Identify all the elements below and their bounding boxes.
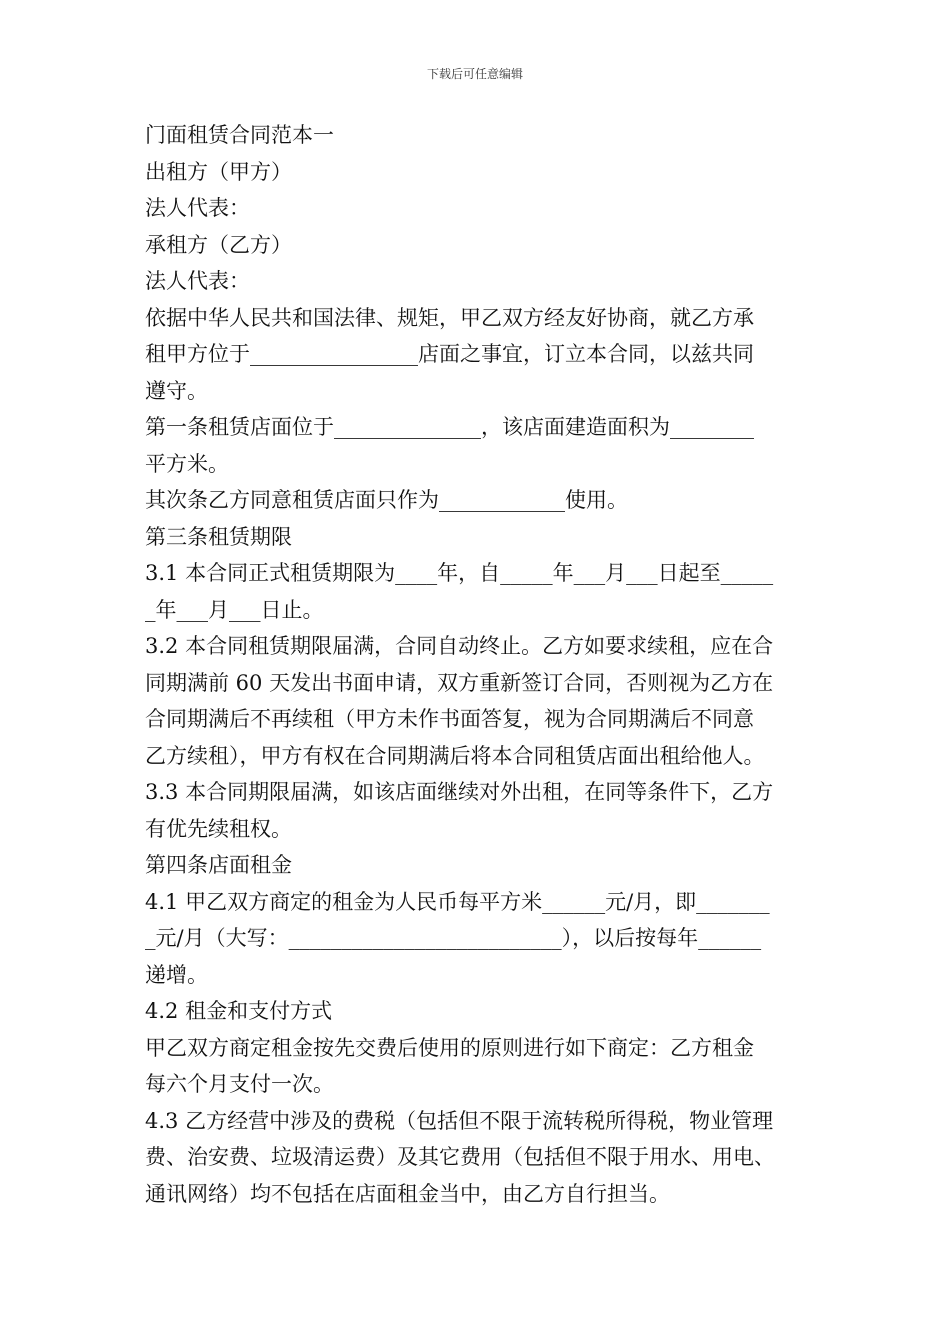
clause-3-2-line: 3.2 本合同租赁期限届满，合同自动终止。乙方如要求续租，应在合 xyxy=(145,634,774,658)
clause-4-1-line: 4.1 甲乙双方商定的租金为人民币每平方米______元/月，即_______ xyxy=(145,889,770,914)
article-4-heading: 第四条店面租金 xyxy=(145,853,292,877)
clause-4-3-line: 通讯网络）均不包括在店面租金当中，由乙方自行担当。 xyxy=(145,1181,670,1206)
clause-3-1-line: _年___月___日止。 xyxy=(145,597,324,622)
clause-4-3-line: 费、治安费、垃圾清运费）及其它费用（包括但不限于用水、用电、 xyxy=(145,1145,775,1169)
clause-3-2-line: 合同期满后不再续租（甲方未作书面答复，视为合同期满后不同意 xyxy=(145,707,754,731)
preamble-line: 遵守。 xyxy=(145,378,208,403)
clause-4-3-line: 4.3 乙方经营中涉及的费税（包括但不限于流转税所得税，物业管理 xyxy=(145,1108,774,1133)
lessee-representative-label: 法人代表： xyxy=(145,269,250,293)
preamble-line: 租甲方位于________________店面之事宜，订立本合同，以兹共同 xyxy=(145,342,754,366)
clause-4-1-line: 递增。 xyxy=(145,962,208,987)
preamble-line: 依据中华人民共和国法律、规矩，甲乙双方经友好协商，就乙方承 xyxy=(145,305,754,330)
contract-title: 门面租赁合同范本一 xyxy=(145,123,334,147)
clause-4-1-line: _元/月（大写：__________________________），以后按每年______ xyxy=(145,926,762,950)
clause-3-2-line: 同期满前 60 天发出书面申请，双方重新签订合同，否则视为乙方在 xyxy=(145,670,774,695)
clause-3-3-line: 有优先续租权。 xyxy=(145,816,292,841)
lessor-label: 出租方（甲方） xyxy=(145,159,292,184)
clause-3-1-line: 3.1 本合同正式租赁期限为____年，自_____年___月___日起至_____ xyxy=(145,561,774,585)
clause-4-2-line: 每六个月支付一次。 xyxy=(145,1072,334,1096)
clause-3-2-line: 乙方续租），甲方有权在合同期满后将本合同租赁店面出租给他人。 xyxy=(145,743,765,768)
page-header-note: 下载后可任意编辑 xyxy=(426,67,523,81)
clause-4-2-line: 甲乙双方商定租金按先交费后使用的原则进行如下商定：乙方租金 xyxy=(145,1035,754,1060)
lessee-label: 承租方（乙方） xyxy=(145,232,292,257)
article-2-line: 其次条乙方同意租赁店面只作为____________使用。 xyxy=(145,488,628,512)
article-3-heading: 第三条租赁期限 xyxy=(145,524,292,549)
article-1-line: 第一条租赁店面位于______________，该店面建造面积为________ xyxy=(145,415,754,439)
lessor-representative-label: 法人代表： xyxy=(145,196,250,220)
clause-4-2-heading: 4.2 租金和支付方式 xyxy=(145,999,333,1023)
article-1-line: 平方米。 xyxy=(145,451,229,476)
contract-body xyxy=(145,117,810,1212)
clause-3-3-line: 3.3 本合同期限届满，如该店面继续对外出租，在同等条件下，乙方 xyxy=(145,780,774,804)
